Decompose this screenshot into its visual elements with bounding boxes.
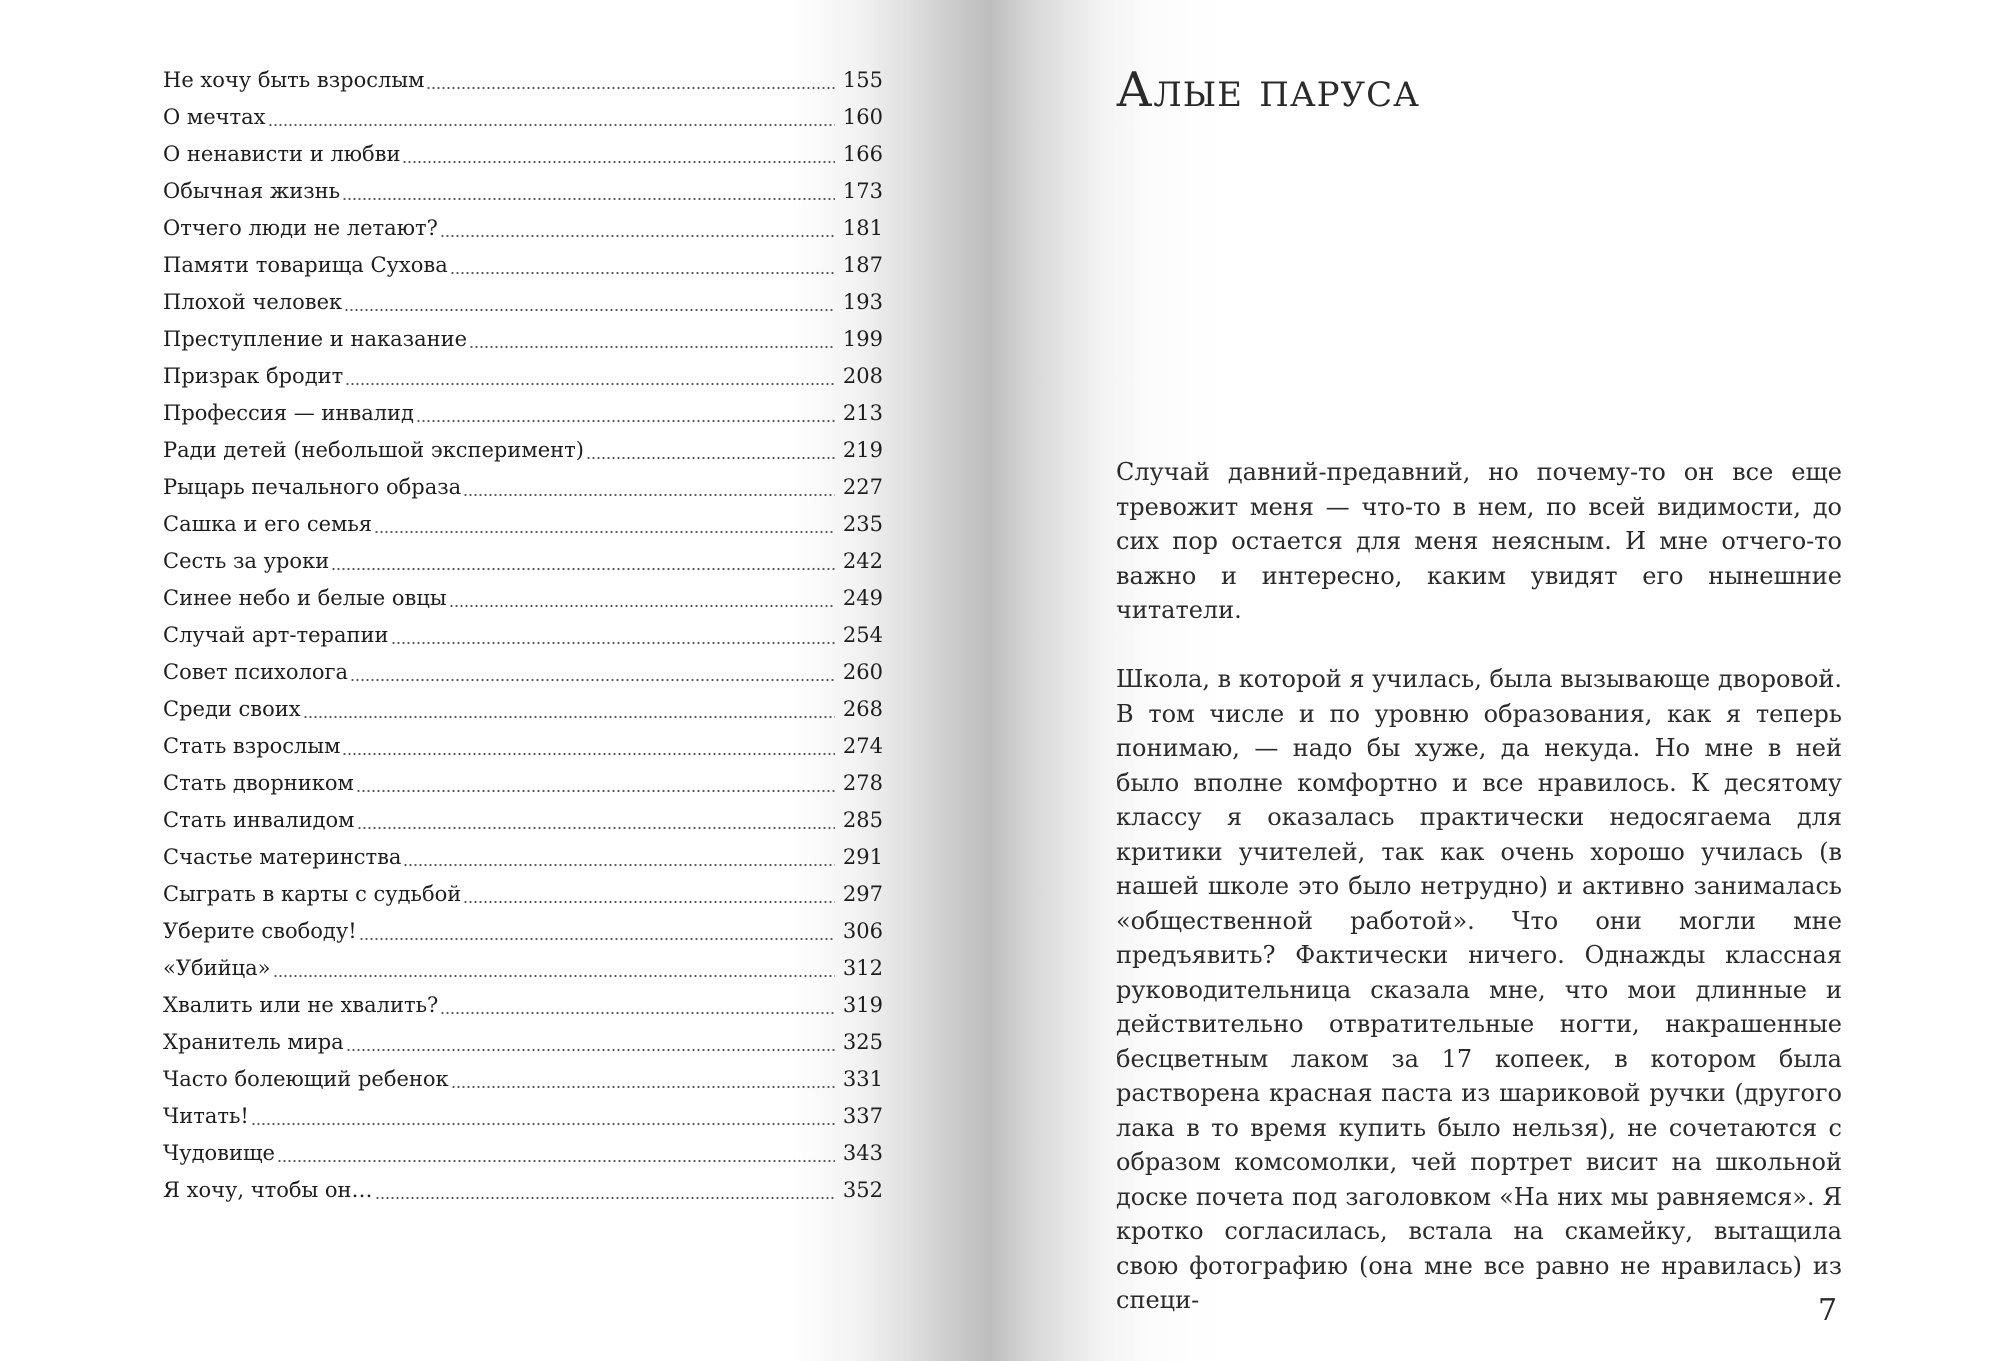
toc-entry-title: Сыграть в карты с судьбой [163,882,462,906]
toc-entry-title: Случай арт-терапии [163,623,389,647]
toc-leader-dots [273,950,835,987]
chapter-text [1116,455,1842,1318]
left-page [0,0,900,1361]
page-number: 7 [1818,1293,1838,1328]
toc-entry [163,210,883,247]
toc-entry-title: Читать! [163,1104,249,1128]
toc-entry-title: Среди своих [163,697,301,721]
toc-entry-title: Счастье материнства [163,845,402,869]
toc-entry [163,432,883,469]
toc-entry-page: 199 [842,327,883,351]
toc-entry-page: 187 [842,253,883,277]
toc-entry-page: 268 [842,697,883,721]
toc-leader-dots [451,1061,835,1098]
toc-entry-title: Уберите свободу! [163,919,357,943]
toc-entry [163,654,883,691]
toc-leader-dots [375,1172,835,1209]
toc-entry [163,1061,883,1098]
toc-entry-page: 235 [842,512,883,536]
toc-entry-page: 319 [842,993,883,1017]
toc-entry [163,1098,883,1135]
toc-entry-title: «Убийца» [163,956,271,980]
toc-entry [163,543,883,580]
toc-entry-title: Я хочу, чтобы он… [163,1178,373,1202]
toc-leader-dots [403,839,834,876]
toc-entry-page: 181 [842,216,883,240]
toc-entry [163,839,883,876]
table-of-contents [163,62,883,1209]
paragraph: Школа, в которой я училась, была вызывающе дворовой. В том числе и по уровню образования, как я теперь понимаю, — надо бы хуже, да некуда. Но мне в ней было вполне комфортно и все нравилось. К десятому классу я оказалась практически недосягаема для критики учителей, так как очень хорошо училась (в нашей школе это было нетрудно) и активно занималась «общественной работой». Что они могли мне предъявить? Фактически ничего. Однажды классная руководительница сказала мне, что мои длинные и действительно отвратительные ногти, накрашенные бесцветным лаком за 17 копеек, в котором была растворена красная паста из шариковой ручки (другого лака в то время купить было нельзя), не сочетаются с образом комсомолки, чей портрет висит на школьной доске почета под заголовком «На них мы равняемся». Я кротко согласилась, встала на скамейку, вытащила свою фотографию (она мне все равно не нравилась) из специ- [1116,665,1843,1314]
toc-entry [163,173,883,210]
toc-entry-page: 274 [842,734,883,758]
toc-entry-page: 227 [842,475,883,499]
toc-entry-title: Призрак бродит [163,364,344,388]
toc-entry-title: Профессия — инвалид [163,401,414,425]
toc-leader-dots [391,617,835,654]
toc-leader-dots [356,765,835,802]
toc-entry [163,913,883,950]
toc-entry [163,876,883,913]
book-gutter [900,0,1100,1361]
toc-entry-title: Синее небо и белые овцы [163,586,447,610]
toc-leader-dots [463,469,835,506]
toc-entry-page: 312 [842,956,883,980]
toc-entry [163,1135,883,1172]
toc-entry-title: Стать дворником [163,771,354,795]
toc-entry-page: 325 [842,1030,883,1054]
toc-entry-title: Преступление и наказание [163,327,468,351]
toc-entry [163,1172,883,1209]
chapter-title: Алые паруса [1116,62,1420,118]
toc-entry [163,99,883,136]
toc-leader-dots [463,876,835,913]
toc-entry-page: 278 [842,771,883,795]
toc-entry [163,395,883,432]
toc-entry-title: Сесть за уроки [163,549,330,573]
toc-entry [163,136,883,173]
toc-entry-page: 260 [842,660,883,684]
toc-entry [163,987,883,1024]
toc-entry-page: 208 [842,364,883,388]
toc-entry [163,580,883,617]
toc-entry [163,1024,883,1061]
toc-entry [163,802,883,839]
toc-leader-dots [359,913,835,950]
toc-leader-dots [416,395,835,432]
toc-entry-title: Плохой человек [163,290,343,314]
toc-leader-dots [350,654,835,691]
toc-entry [163,469,883,506]
toc-leader-dots [449,580,835,617]
toc-entry-title: Хранитель мира [163,1030,344,1054]
toc-entry [163,950,883,987]
toc-leader-dots [440,210,835,247]
toc-entry-title: Памяти товарища Сухова [163,253,448,277]
toc-entry-page: 297 [842,882,883,906]
toc-leader-dots [440,987,835,1024]
toc-leader-dots [344,284,835,321]
toc-entry-title: О ненависти и любви [163,142,401,166]
toc-leader-dots [345,358,835,395]
toc-entry [163,765,883,802]
toc-entry-page: 331 [842,1067,883,1091]
toc-leader-dots [374,506,835,543]
toc-leader-dots [342,173,835,210]
toc-entry-title: Обычная жизнь [163,179,341,203]
toc-entry [163,62,883,99]
toc-leader-dots [586,432,835,469]
toc-entry-title: Стать инвалидом [163,808,355,832]
toc-entry-page: 254 [842,623,883,647]
toc-entry-title: Совет психолога [163,660,349,684]
toc-entry-title: Отчего люди не летают? [163,216,438,240]
toc-entry [163,247,883,284]
toc-entry-page: 193 [842,290,883,314]
toc-entry-title: О мечтах [163,105,266,129]
toc-leader-dots [469,321,835,358]
toc-entry-page: 173 [842,179,883,203]
toc-entry [163,691,883,728]
toc-entry-page: 337 [842,1104,883,1128]
toc-entry-page: 213 [842,401,883,425]
toc-entry [163,617,883,654]
toc-leader-dots [277,1135,835,1172]
toc-leader-dots [268,99,835,136]
toc-leader-dots [426,62,834,99]
toc-entry [163,321,883,358]
toc-entry-page: 285 [842,808,883,832]
toc-entry-title: Сашка и его семья [163,512,373,536]
toc-leader-dots [251,1098,835,1135]
toc-entry-page: 306 [842,919,883,943]
toc-entry-title: Не хочу быть взрослым [163,68,425,92]
toc-entry-page: 291 [842,845,883,869]
toc-entry [163,358,883,395]
toc-entry-title: Рыцарь печального образа [163,475,462,499]
toc-leader-dots [346,1024,835,1061]
toc-entry-title: Хвалить или не хвалить? [163,993,439,1017]
toc-entry-page: 352 [842,1178,883,1202]
toc-leader-dots [342,728,834,765]
toc-entry-title: Ради детей (небольшой эксперимент) [163,438,584,462]
toc-entry [163,728,883,765]
toc-entry-page: 160 [842,105,883,129]
toc-entry-page: 219 [842,438,883,462]
toc-leader-dots [450,247,835,284]
toc-entry-title: Часто болеющий ребенок [163,1067,449,1091]
toc-entry-page: 166 [842,142,883,166]
toc-entry-page: 242 [842,549,883,573]
toc-entry-title: Чудовище [163,1141,275,1165]
toc-leader-dots [303,691,835,728]
toc-entry [163,284,883,321]
toc-leader-dots [331,543,835,580]
toc-leader-dots [402,136,834,173]
toc-entry-page: 249 [842,586,883,610]
toc-leader-dots [357,802,835,839]
toc-entry-title: Стать взрослым [163,734,341,758]
paragraph: Случай давний-предавний, но почему-то он все еще тревожит меня — что-то в нем, по всей видимости, до сих пор остается для меня неясным. И мне отчего-то важно и интересно, каким увидят его нынешние читатели. [1116,458,1842,624]
toc-entry [163,506,883,543]
toc-entry-page: 343 [842,1141,883,1165]
toc-entry-page: 155 [842,68,883,92]
